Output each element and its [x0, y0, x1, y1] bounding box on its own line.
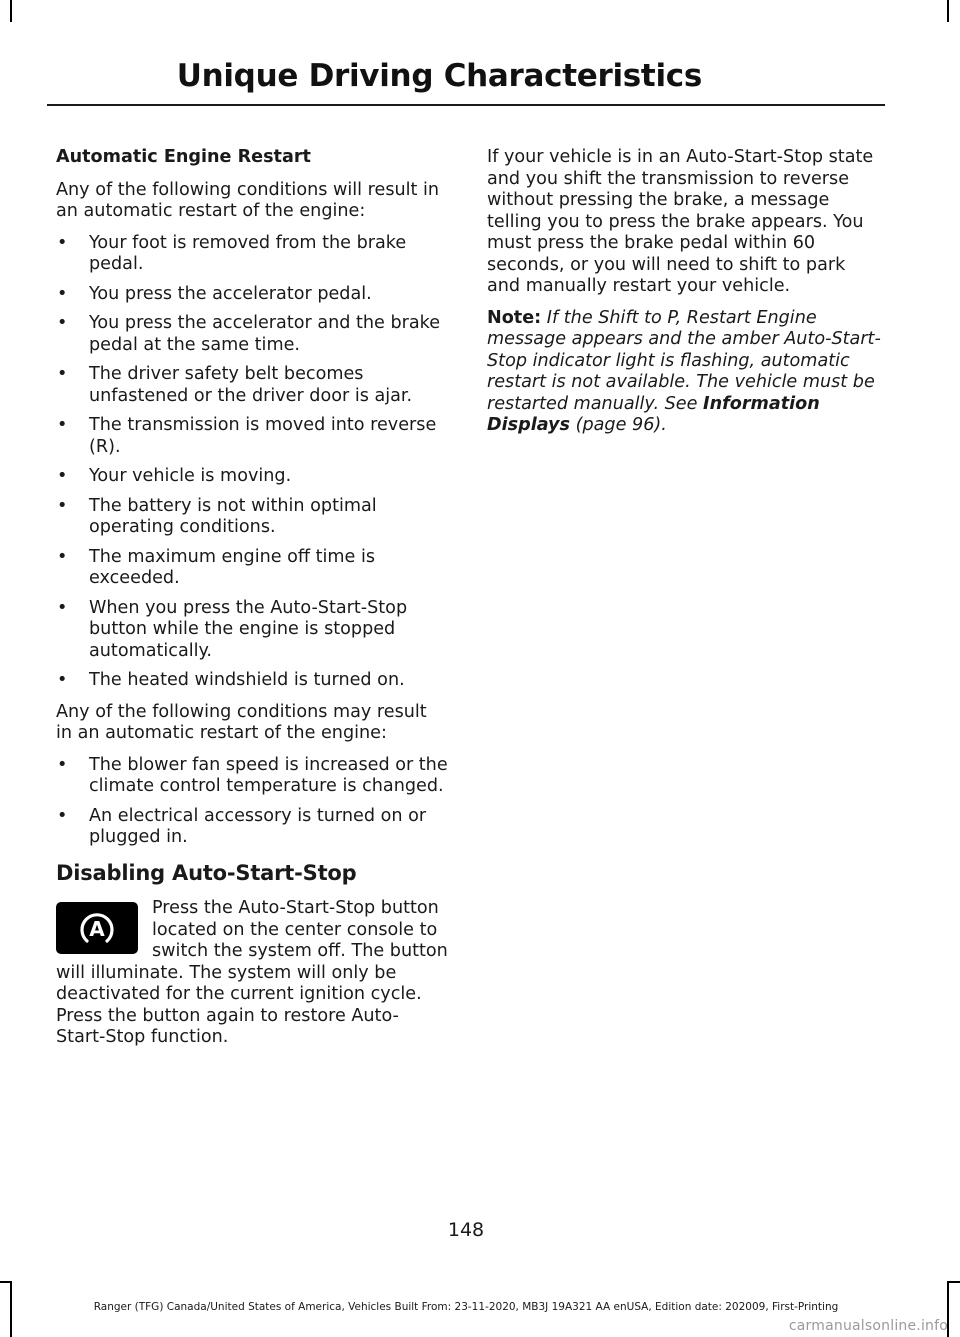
disable-instructions: Press the Auto-Start-Stop button located on the center console to switch the system off. The button will illuminate. The system will only be deactivated for the current ignition cycle. Press the button again to restore Auto-Start-Stop function. — [56, 898, 448, 1047]
list-item — [56, 598, 448, 663]
crop-mark-top-left-v — [10, 0, 12, 22]
auto-start-stop-icon-frame — [56, 902, 138, 954]
watermark: carmanualsonline.info — [788, 1318, 948, 1334]
note-paragraph — [487, 308, 882, 437]
icon-letter: A — [89, 917, 105, 941]
list-item-text: You press the accelerator and the brake pedal at the same time. — [89, 313, 441, 355]
note-label: Note: — [487, 307, 542, 328]
list-item — [56, 670, 448, 692]
intro-paragraph-2: Any of the following conditions may result in an automatic restart of the engine: — [56, 701, 427, 743]
list-item — [56, 233, 448, 276]
intro-paragraph-1: Any of the following conditions will result in an automatic restart of the engine: — [56, 179, 440, 221]
page-reference: (page 96). — [575, 415, 667, 435]
list-item — [56, 284, 448, 306]
list-item — [56, 364, 448, 407]
bullet: • — [57, 546, 68, 567]
bullet: • — [57, 415, 68, 435]
bullet: • — [57, 670, 68, 690]
bullet: • — [57, 313, 68, 333]
bullet: • — [57, 805, 68, 826]
subheading-automatic-engine-restart: Automatic Engine Restart — [56, 147, 311, 167]
list-item-text: The battery is not within optimal operating conditions. — [89, 495, 377, 537]
list-item — [56, 313, 448, 356]
footer-text: Ranger (TFG) Canada/United States of America, Vehicles Built From: 23-11-2020, MB3J 19A321 AA enUSA, Edition date: 202009, First-Printing — [93, 1301, 839, 1313]
list-item-text: An electrical accessory is turned on or plugged in. — [89, 805, 427, 847]
list-item-text: The driver safety belt becomes unfastened or the driver door is ajar. — [89, 364, 413, 406]
bullet: • — [57, 466, 68, 486]
bullet: • — [57, 232, 68, 253]
header-divider — [47, 104, 885, 106]
list-item — [56, 755, 448, 798]
list-item-text: The transmission is moved into reverse (R). — [89, 415, 437, 457]
crop-mark-bottom-right-h — [947, 1281, 960, 1283]
list-item — [56, 466, 448, 488]
list-item-text: The blower fan speed is increased or the climate control temperature is changed. — [89, 754, 448, 796]
list-item — [56, 415, 448, 458]
section-heading-disabling-auto-start-stop: Disabling Auto-Start-Stop — [56, 860, 357, 885]
left-column — [56, 147, 448, 1059]
reverse-shift-paragraph: If your vehicle is in an Auto-Start-Stop state and you shift the transmission to reverse without pressing the brake, a message telling you to press the brake appears. You must press the brake pedal within 60 seconds, or you will need to shift to park and manually restart your vehicle. — [487, 147, 874, 296]
right-column — [487, 147, 882, 447]
bullet: • — [57, 754, 68, 775]
information-displays-link[interactable]: Information Displays — [487, 393, 820, 435]
restart-conditions-list — [56, 233, 448, 692]
list-item-text: When you press the Auto-Start-Stop button while the engine is stopped automatically. — [89, 597, 408, 661]
note-block — [487, 308, 882, 437]
auto-start-stop-icon — [56, 902, 138, 954]
list-item-text: You press the accelerator pedal. — [89, 283, 372, 304]
bullet: • — [57, 364, 68, 384]
page-header-title: Unique Driving Characteristics — [176, 58, 702, 94]
crop-mark-top-right-v — [947, 0, 949, 22]
list-item-text: The maximum engine off time is exceeded. — [89, 546, 376, 588]
bullet: • — [57, 283, 68, 304]
auto-start-stop-symbol — [75, 908, 119, 948]
list-item-text: The heated windshield is turned on. — [89, 670, 405, 690]
bullet: • — [57, 597, 68, 618]
list-item — [56, 547, 448, 590]
note-text: If the Shift to P, Restart Engine message appears and the amber Auto-Start-Stop indicator light is flashing, automatic restart is not available. The vehicle must be restarted manually. See — [487, 307, 881, 414]
crop-mark-bottom-left-h — [0, 1281, 12, 1283]
list-item — [56, 496, 448, 539]
page-number: 148 — [447, 1219, 485, 1241]
list-item-text: Your foot is removed from the brake pedal. — [89, 232, 407, 274]
list-item — [56, 806, 448, 849]
list-item-text: Your vehicle is moving. — [89, 466, 292, 486]
possible-restart-conditions-list — [56, 755, 448, 849]
bullet: • — [57, 495, 68, 516]
